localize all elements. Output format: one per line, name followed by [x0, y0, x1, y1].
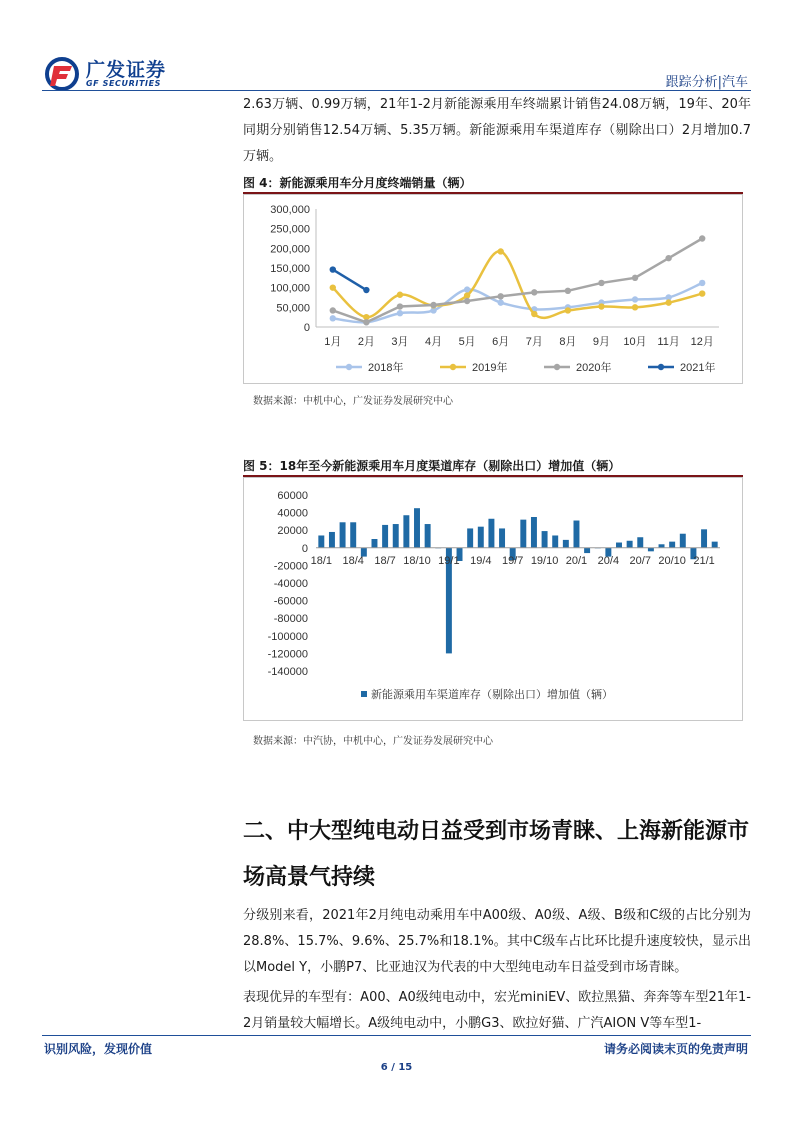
bar-19/12 — [563, 540, 569, 548]
x-tick-label: 4月 — [424, 336, 443, 348]
data-point — [665, 255, 671, 261]
data-point — [464, 298, 470, 304]
bar-19/11 — [552, 535, 558, 547]
bar-20/9 — [659, 544, 665, 548]
x-tick-label: 7月 — [525, 336, 543, 348]
data-point — [565, 288, 571, 294]
data-point — [699, 235, 705, 241]
x-tick-label: 21/1 — [693, 554, 715, 567]
x-tick-label: 18/1 — [310, 554, 333, 567]
x-tick-label: 10月 — [623, 336, 647, 348]
legend-swatch — [361, 691, 367, 697]
legend-marker — [658, 364, 664, 370]
data-point — [632, 296, 638, 302]
x-tick-label: 19/4 — [470, 554, 492, 567]
legend-label: 2019年 — [472, 362, 508, 374]
data-point — [330, 284, 336, 290]
y-tick-label: 0 — [303, 322, 310, 334]
data-point — [430, 302, 436, 308]
data-point — [531, 311, 537, 317]
y-tick-label: 60000 — [277, 490, 308, 502]
data-point — [330, 315, 336, 321]
y-tick-label: -100000 — [267, 630, 308, 643]
bar-18/2 — [329, 532, 335, 548]
logo-subtext: GF SECURITIES — [86, 79, 162, 88]
y-tick-label: -140000 — [267, 666, 308, 678]
bar-19/5 — [488, 519, 494, 548]
legend-marker — [450, 364, 456, 370]
footer-disclaimer: 请务必阅读末页的免责声明 — [603, 1042, 748, 1056]
y-tick-label: 200,000 — [270, 243, 310, 256]
data-point — [598, 280, 604, 286]
y-tick-label: 50,000 — [276, 302, 310, 315]
y-tick-label: 0 — [301, 542, 308, 555]
figure4-source: 数据来源：中机中心，广发证券发展研究中心 — [253, 396, 453, 407]
legend-label: 2020年 — [576, 362, 612, 374]
data-point — [632, 275, 638, 281]
data-point — [363, 287, 369, 293]
inventory-bar-chart — [244, 478, 742, 720]
bar-18/4 — [350, 522, 356, 548]
data-point — [363, 319, 369, 325]
figure4-frame — [243, 194, 743, 384]
x-tick-label: 8月 — [559, 336, 577, 348]
bar-20/8 — [648, 548, 654, 552]
x-tick-label: 19/7 — [501, 554, 524, 567]
x-tick-label: 18/7 — [374, 554, 396, 567]
bar-18/8 — [393, 524, 399, 548]
intro-paragraph: 2.63万辆、0.99万辆，21年1-2月新能源乘用车终端累计销售24.08万辆，19年、20年同期分别销售12.54万辆、5.35万辆。新能源乘用车渠道库存（剔除出口）2月增加0.7万辆。 — [243, 97, 751, 164]
legend-marker — [346, 364, 352, 370]
y-tick-label: 300,000 — [270, 204, 310, 216]
bar-18/9 — [403, 515, 409, 548]
x-tick-label: 3月 — [391, 336, 409, 348]
x-tick-label: 19/1 — [438, 554, 460, 567]
bar-19/4 — [478, 527, 484, 548]
bar-20/2 — [584, 548, 590, 553]
x-tick-label: 18/10 — [403, 554, 431, 567]
y-tick-label: -20000 — [273, 560, 308, 573]
x-tick-label: 20/7 — [629, 554, 651, 567]
y-tick-label: 40000 — [277, 507, 308, 520]
data-point — [330, 307, 336, 313]
data-point — [498, 248, 504, 254]
section2-paragraph1: 分级别来看，2021年2月纯电动乘用车中A00级、A0级、A级、B级和C级的占比分别为28.8%、15.7%、9.6%、25.7%和18.1%。其中C级车占比环比提升速度较快，显示出以Model Y，小鹏P7、比亚迪汉为代表的中大型纯电动车日益受到市场青睐。 — [243, 908, 751, 975]
page-number: 6 / 15 — [380, 1062, 413, 1073]
data-point — [565, 307, 571, 313]
data-point — [632, 304, 638, 310]
legend-label: 新能源乘用车渠道库存（剔除出口）增加值（辆） — [371, 689, 613, 701]
data-point — [699, 280, 705, 286]
data-point — [397, 292, 403, 298]
data-point — [498, 293, 504, 299]
y-tick-label: -40000 — [273, 578, 308, 590]
y-tick-label: 250,000 — [270, 223, 310, 236]
bar-20/7 — [637, 537, 643, 548]
data-point — [464, 292, 470, 298]
bar-20/11 — [680, 534, 686, 548]
x-tick-label: 19/10 — [530, 554, 559, 567]
x-tick-label: 20/4 — [597, 554, 620, 567]
section2-paragraph2: 表现优异的车型有：A00、A0级纯电动中，宏光miniEV、欧拉黑猫、奔奔等车型21年1-2月销量较大幅增长。A级纯电动中，小鹏G3、欧拉好猫、广汽AION V等车型1- — [243, 990, 751, 1031]
figure5-source: 数据来源：中汽协，中机中心，广发证券发展研究中心 — [253, 736, 493, 747]
y-tick-label: -120000 — [267, 648, 308, 661]
bar-19/8 — [520, 520, 526, 548]
data-point — [531, 289, 537, 295]
bar-20/1 — [573, 521, 579, 548]
legend-label: 2018年 — [368, 362, 404, 374]
data-point — [699, 290, 705, 296]
data-point — [598, 303, 604, 309]
x-tick-label: 5月 — [458, 336, 476, 348]
sales-line-chart — [244, 195, 742, 383]
bar-20/5 — [616, 543, 622, 548]
y-tick-label: -60000 — [273, 595, 308, 608]
bar-18/7 — [382, 525, 388, 548]
data-point — [665, 299, 671, 305]
data-point — [397, 310, 403, 316]
bar-19/6 — [499, 528, 505, 547]
figure5-title: 图 5：18年至今新能源乘用车月度渠道库存（剔除出口）增加值（辆） — [243, 459, 621, 473]
x-tick-label: 12月 — [690, 336, 714, 348]
x-tick-label: 9月 — [592, 336, 611, 348]
x-tick-label: 1月 — [324, 336, 342, 348]
legend-marker — [554, 364, 560, 370]
x-tick-label: 20/10 — [658, 554, 686, 567]
data-point — [498, 299, 504, 305]
bar-19/3 — [467, 528, 473, 547]
bar-18/10 — [414, 508, 420, 548]
bar-18/6 — [371, 539, 377, 548]
bar-21/2 — [712, 542, 718, 548]
section2-heading: 二、中大型纯电动日益受到市场青睐、上海新能源市场高景气持续 — [243, 818, 750, 890]
header-divider — [42, 90, 751, 91]
x-tick-label: 2月 — [357, 336, 375, 348]
footer-divider — [42, 1035, 751, 1036]
bar-20/10 — [669, 542, 675, 548]
logo-text: 广发证券 — [86, 59, 167, 81]
bar-18/3 — [340, 522, 346, 548]
figure5-frame — [243, 477, 743, 721]
series-line-2021年 — [333, 270, 367, 290]
x-tick-label: 18/4 — [342, 554, 364, 567]
x-tick-label: 6月 — [492, 336, 510, 348]
y-tick-label: 100,000 — [270, 282, 310, 295]
y-tick-label: -80000 — [273, 613, 308, 626]
y-tick-label: 150,000 — [270, 263, 310, 275]
bar-21/1 — [701, 529, 707, 547]
data-point — [330, 266, 336, 272]
bar-18/11 — [425, 524, 431, 548]
legend-label: 2021年 — [680, 362, 716, 374]
bar-19/9 — [531, 517, 537, 548]
x-tick-label: 20/1 — [565, 554, 588, 567]
y-tick-label: 20000 — [277, 525, 308, 538]
report-section-label: 跟踪分析|汽车 — [665, 75, 748, 90]
footer-slogan: 识别风险，发现价值 — [44, 1042, 153, 1056]
bar-18/1 — [318, 535, 324, 547]
x-tick-label: 11月 — [657, 336, 680, 348]
data-point — [397, 303, 403, 309]
bar-20/6 — [627, 541, 633, 548]
figure4-title: 图 4：新能源乘用车分月度终端销量（辆） — [243, 176, 472, 190]
bar-19/10 — [542, 531, 548, 548]
